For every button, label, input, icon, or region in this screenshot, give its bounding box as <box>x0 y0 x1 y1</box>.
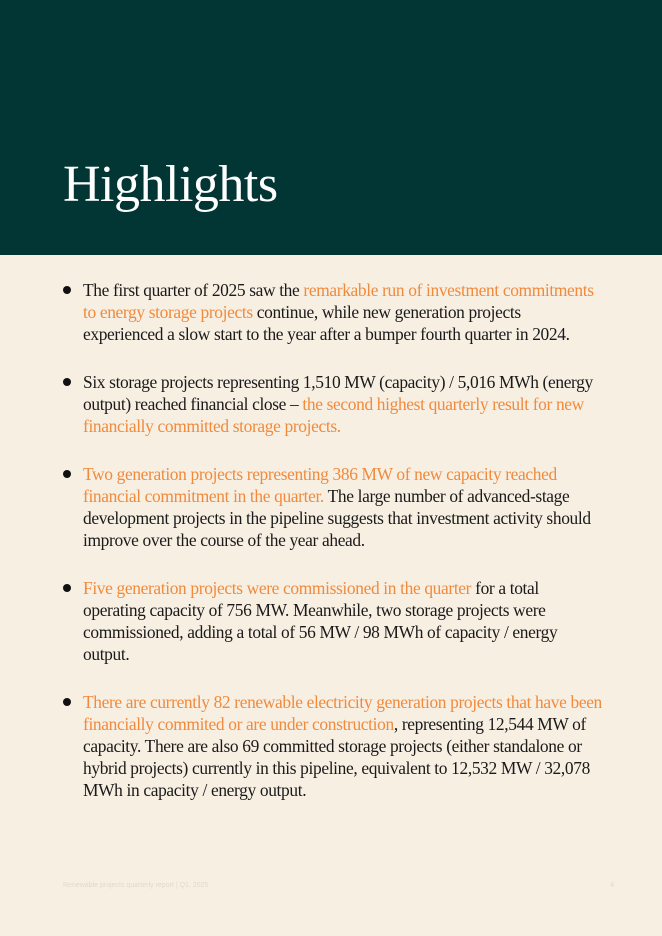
bullet-dot-icon <box>63 470 71 478</box>
list-item <box>63 691 603 801</box>
bullet-text: , representing 12,544 MW of capacity. There are also 69 committed storage projects (either standalone or hybrid projects) currently in this pipeline, equivalent to 12,532 MW / 32,078 MWh in capacity / energy output. <box>83 714 590 800</box>
page-number: 4 <box>610 882 614 889</box>
highlights-list <box>63 279 603 827</box>
header-banner <box>0 0 662 255</box>
footer-report-title: Renewable projects quarterly report | Q1, 2025 <box>63 882 209 889</box>
bullet-text: The large number of advanced-stage development projects in the pipeline suggests that investment activity should improve over the course of the year ahead. <box>83 486 591 550</box>
bullet-dot-icon <box>63 698 71 706</box>
list-item <box>63 279 603 345</box>
bullet-text: Six storage projects representing 1,510 MW (capacity) / 5,016 MWh (energy output) reached financial close – <box>83 372 593 414</box>
bullet-text: continue, while new generation projects experienced a slow start to the year after a bumper fourth quarter in 2024. <box>83 302 570 344</box>
bullet-highlight-text: remarkable run of investment commitments to energy storage projects <box>83 280 594 322</box>
bullet-highlight-text: There are currently 82 renewable electricity generation projects that have been financially commited or are under construction <box>83 692 602 734</box>
bullet-text: The first quarter of 2025 saw the <box>83 280 304 300</box>
list-item <box>63 371 603 437</box>
bullet-dot-icon <box>63 378 71 386</box>
bullet-dot-icon <box>63 584 71 592</box>
bullet-highlight-text: the second highest quarterly result for new financially committed storage projects. <box>83 394 584 436</box>
bullet-dot-icon <box>63 286 71 294</box>
list-item <box>63 577 603 665</box>
bullet-highlight-text: Two generation projects representing 386 MW of new capacity reached financial commitment in the quarter. <box>83 464 557 506</box>
page-title: Highlights <box>63 156 278 213</box>
bullet-highlight-text: Five generation projects were commissioned in the quarter <box>83 578 472 598</box>
bullet-text: for a total operating capacity of 756 MW. Meanwhile, two storage projects were commissioned, adding a total of 56 MW / 98 MWh of capacity / energy output. <box>83 578 558 664</box>
list-item <box>63 463 603 551</box>
